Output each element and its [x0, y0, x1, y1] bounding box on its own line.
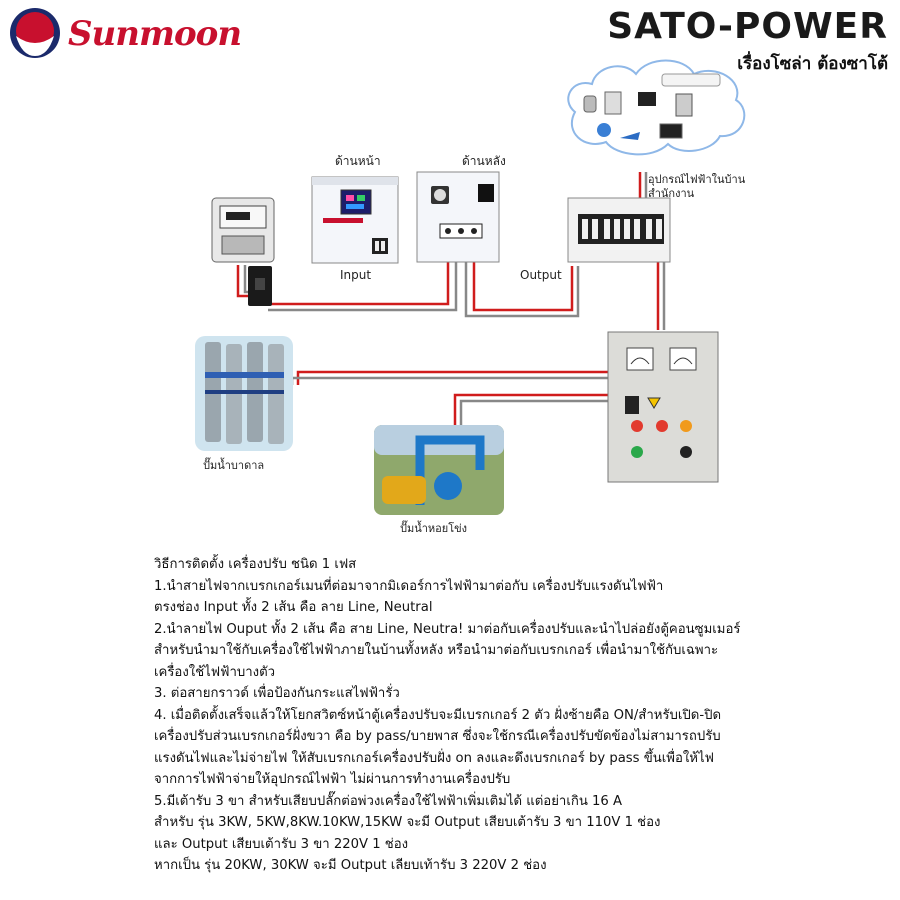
label-centrifugal-pump: ปั๊มน้ำหอยโข่ง	[400, 522, 468, 535]
consumer-unit-icon	[568, 198, 670, 262]
instructions-title: วิธีการติดตั้ง เครื่องปรับ ชนิด 1 เฟส	[154, 557, 357, 572]
stabilizer-back-icon	[417, 172, 499, 262]
sunmoon-brand-text: Sunmoon	[68, 14, 242, 54]
appliances-cloud-icon	[568, 61, 744, 155]
instruction-line: 4. เมื่อติดตั้งเสร็จแล้วให้โยกสวิตซ์หน้าตู้เครื่องปรับจะมีเบรกเกอร์ 2 ตัว ฝั่งซ้ายคือ ON/สำหรับเปิด-ปิด	[154, 707, 722, 723]
monitor-icon	[660, 124, 682, 138]
wire-centrifugal-pump-red	[455, 395, 608, 425]
centrifugal-pump-image	[374, 425, 504, 515]
instruction-line: 2.นำลายไฟ Ouput ทั้ง 2 เส้น คือ สาย Line, Neutra! มาต่อกับเครื่องปรับและนำไปล่อยังตู้คอนซูมเมอร์	[154, 621, 741, 637]
instruction-line: 3. ต่อสายกราวด์ เพื่อป้องกันกระแสไฟฟ้ารั่ว	[154, 686, 400, 701]
label-front: ด้านหน้า	[335, 154, 381, 168]
fan-icon	[597, 123, 611, 137]
sato-power-brand-text: SATO-POWER	[607, 6, 888, 47]
wire-centrifugal-pump-gray	[461, 401, 608, 425]
air-conditioner-icon	[662, 74, 720, 86]
instruction-line: ตรงช่อง Input ทั้ง 2 เส้น คือ ลาย Line, Neutral	[154, 600, 433, 615]
electric-meter-icon	[212, 198, 274, 306]
wire-deep-pump-gray	[292, 378, 608, 385]
printer-icon	[676, 94, 692, 116]
deep-well-pump-image	[195, 336, 293, 451]
label-input: Input	[340, 268, 372, 282]
label-back: ด้านหลัง	[462, 154, 506, 168]
instruction-line: สำหรับ รุ่น 3KW, 5KW,8KW.10KW,15KW จะมี Output เสียบเต้ารับ 3 ขา 110V 1 ช่อง	[154, 815, 661, 830]
label-deep-well-pump: ปั๊มน้ำบาดาล	[203, 459, 265, 472]
instruction-line: หากเป็น รุ่น 20KW, 30KW จะมี Output เลียบเท้ารับ 3 220V 2 ช่อง	[154, 858, 547, 873]
instruction-line: จากการไฟฟ้าจ่ายให้อุปกรณ์ไฟฟ้า ไม่ผ่านการทำงานเครื่องปรับ	[154, 772, 511, 787]
instruction-line: เครื่องใช้ไฟฟ้าบางตัว	[154, 664, 276, 680]
label-output: Output	[520, 268, 562, 282]
instruction-line: สำหรับนำมาใช้กับเครื่องใช้ไฟฟ้าภายในบ้านทั้งหลัง หรือนำมาต่อกับเบรกเกอร์ เพื่อนำมาใช้กับเฉพาะ	[154, 643, 719, 658]
label-appliances-line1: อุปกรณ์ไฟฟ้าในบ้าน	[648, 173, 746, 186]
instruction-line: เครื่องปรับส่วนเบรกเกอร์ฝั่งขวา คือ by pass/บายพาส ซึ่งจะใช้กรณีเครื่องปรับขัดข้องไม่สามารถปรับ	[154, 729, 721, 744]
tv-icon	[638, 92, 656, 106]
instruction-line: 1.นำสายไฟจากเบรกเกอร์เมนที่ต่อมาจากมิเดอร์การไฟฟ้ามาต่อกับ เครื่องปรับแรงดันไฟฟ้า	[154, 578, 664, 594]
label-appliances-line2: สำนักงาน	[648, 187, 695, 200]
pump-control-cabinet-icon	[608, 332, 718, 482]
instruction-line: 5.มีเต้ารับ 3 ขา สำหรับเสียบปลั๊กต่อพ่วงเครื่องใช้ไฟฟ้าเพิ่มเติมได้ แต่อย่าเกิน 16 A	[154, 793, 623, 809]
installation-instructions	[154, 554, 854, 877]
washing-machine-icon	[605, 92, 621, 114]
instruction-line: แรงดันไฟและไม่จ่ายไฟ ให้สับเบรกเกอร์เครื่องปรับฝั่ง on ลงและดึงเบรกเกอร์ by pass ขึ้นเพื่อให้ไฟ	[154, 750, 714, 766]
sato-power-slogan: เรื่องโซล่า ต้องซาโต้	[737, 54, 888, 74]
instruction-line: และ Output เสียบเต้ารับ 3 ขา 220V 1 ช่อง	[154, 836, 409, 852]
stabilizer-front-icon	[312, 177, 398, 263]
rice-cooker-icon	[584, 96, 596, 112]
